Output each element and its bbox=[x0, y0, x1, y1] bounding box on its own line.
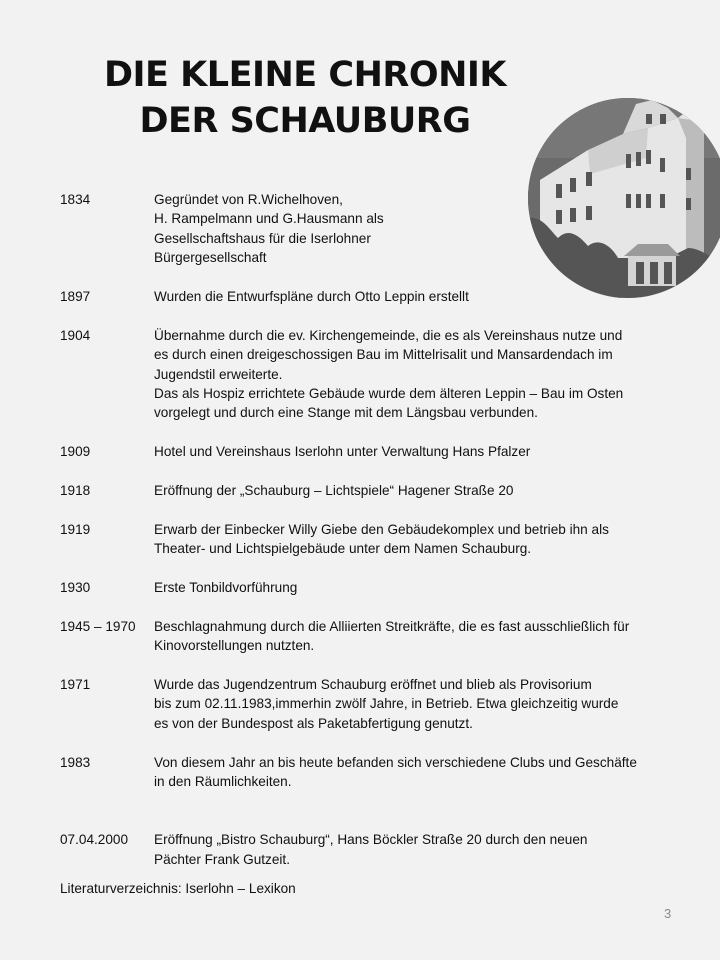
entry-line: Beschlagnahmung durch die Alliierten Streitkräfte, die es fast ausschließlich für bbox=[154, 618, 630, 634]
entry-line: Übernahme durch die ev. Kirchengemeinde, die es als Vereinshaus nutze und bbox=[154, 327, 623, 343]
entry-line: Hotel und Vereinshaus Iserlohn unter Verwaltung Hans Pfalzer bbox=[154, 444, 531, 460]
chronicle-entry bbox=[60, 617, 700, 656]
entry-line: Wurden die Entwurfspläne durch Otto Leppin erstellt bbox=[154, 289, 469, 305]
entry-text bbox=[154, 675, 700, 733]
entry-line: Pächter Frank Gutzeit. bbox=[154, 851, 290, 867]
entry-line: Eröffnung der „Schauburg – Lichtspiele“ Hagener Straße 20 bbox=[154, 483, 514, 499]
entry-line: es von der Bundespost als Paketabfertigung genutzt. bbox=[154, 715, 473, 731]
entry-line: Das als Hospiz errichtete Gebäude wurde dem älteren Leppin – Bau im Osten bbox=[154, 386, 624, 402]
chronicle-entry bbox=[60, 830, 700, 869]
chronicle-entry bbox=[60, 481, 700, 500]
entry-line: Gegründet von R.Wichelhoven, bbox=[154, 192, 343, 207]
entry-line: Eröffnung „Bistro Schauburg“, Hans Böckler Straße 20 durch den neuen bbox=[154, 832, 588, 848]
entry-text bbox=[154, 287, 700, 306]
entry-text bbox=[154, 578, 700, 597]
entry-line: Gesellschaftshaus für die Iserlohner bbox=[154, 230, 371, 246]
entry-year: 1918 bbox=[60, 483, 91, 499]
title-line-2: DER SCHAUBURG bbox=[139, 101, 471, 141]
entry-year: 1897 bbox=[60, 289, 91, 305]
entry-year: 1909 bbox=[60, 444, 91, 460]
entry-text bbox=[154, 442, 700, 461]
entry-text bbox=[154, 617, 700, 656]
entry-year: 1834 bbox=[60, 192, 91, 207]
literature-reference: Literaturverzeichnis: Iserlohn – Lexikon bbox=[60, 881, 296, 896]
entry-year: 1945 – 1970 bbox=[60, 618, 136, 634]
chronicle-entry bbox=[60, 520, 700, 559]
entry-line: Von diesem Jahr an bis heute befanden sich verschiedene Clubs und Geschäfte bbox=[154, 754, 637, 770]
chronicle-entry bbox=[60, 287, 700, 306]
entry-text bbox=[154, 753, 700, 792]
entry-line: Jugendstil erweiterte. bbox=[154, 366, 283, 382]
chronicle-entry bbox=[60, 578, 700, 597]
chronicle-entry bbox=[60, 190, 700, 268]
entry-text bbox=[154, 481, 700, 500]
entry-line: Erwarb der Einbecker Willy Giebe den Gebäudekomplex und betrieb ihn als bbox=[154, 521, 609, 537]
entry-year: 07.04.2000 bbox=[60, 832, 129, 848]
entry-year: 1971 bbox=[60, 677, 91, 693]
chronicle-entry bbox=[60, 753, 700, 792]
chronicle-entry bbox=[60, 326, 700, 423]
entry-line: es durch einen dreigeschossigen Bau im Mittelrisalit und Mansardendach im bbox=[154, 347, 613, 363]
entry-line: Kinovorstellungen nutzten. bbox=[154, 638, 315, 654]
entry-text bbox=[154, 520, 700, 559]
entry-year: 1930 bbox=[60, 580, 91, 596]
entry-year: 1904 bbox=[60, 327, 91, 343]
entry-line: Erste Tonbildvorführung bbox=[154, 580, 298, 596]
entry-text bbox=[154, 326, 700, 423]
entry-year: 1919 bbox=[60, 521, 91, 537]
entry-line: Bürgergesellschaft bbox=[154, 250, 267, 266]
entry-text bbox=[154, 190, 700, 268]
chronicle-entry bbox=[60, 675, 700, 733]
title-line-1: DIE KLEINE CHRONIK bbox=[103, 55, 507, 95]
entry-text bbox=[154, 830, 700, 869]
entry-line: Wurde das Jugendzentrum Schauburg eröffnet und blieb als Provisorium bbox=[154, 677, 592, 693]
entry-line: in den Räumlichkeiten. bbox=[154, 774, 292, 790]
entry-line: bis zum 02.11.1983,immerhin zwölf Jahre, in Betrieb. Etwa gleichzeitig wurde bbox=[154, 696, 619, 712]
entry-line: Theater- und Lichtspielgebäude unter dem Namen Schauburg. bbox=[154, 541, 532, 557]
page-title bbox=[60, 52, 550, 144]
entry-line: vorgelegt und durch eine Stange mit dem Längsbau verbunden. bbox=[154, 405, 538, 421]
chronicle-list bbox=[60, 190, 700, 869]
entry-year: 1983 bbox=[60, 754, 91, 770]
chronicle-entry bbox=[60, 442, 700, 461]
page-number: 3 bbox=[664, 906, 672, 921]
entry-line: H. Rampelmann und G.Hausmann als bbox=[154, 211, 384, 227]
